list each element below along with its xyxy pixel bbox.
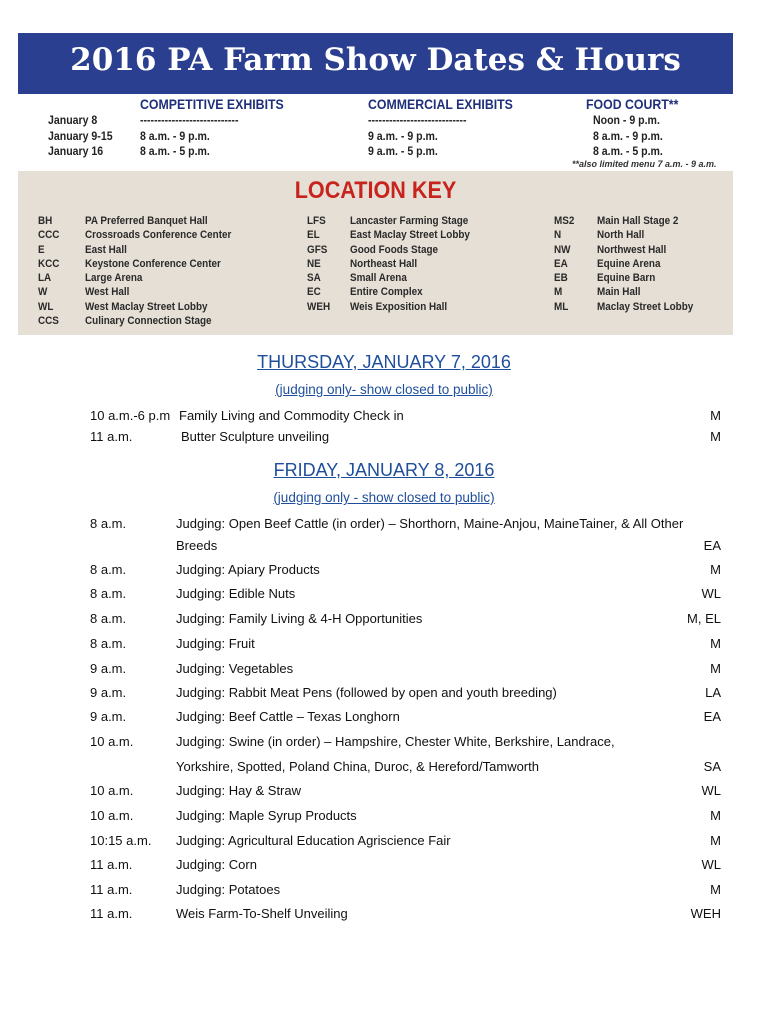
event-location: LA (705, 685, 721, 700)
event-description: Judging: Potatoes (176, 882, 281, 897)
event-location: M (710, 808, 721, 823)
location-key-row (307, 286, 547, 300)
location-name: Main Hall Stage 2 (597, 215, 679, 227)
location-name: PA Preferred Banquet Hall (85, 215, 208, 227)
location-name: Maclay Street Lobby (597, 300, 694, 313)
location-code: SA (307, 272, 321, 285)
location-code: WL (38, 300, 54, 313)
thursday-heading: THURSDAY, JANUARY 7, 2016 (257, 352, 511, 372)
location-name: Weis Exposition Hall (350, 300, 448, 313)
location-name: West Maclay Street Lobby (85, 300, 208, 313)
commercial-hours-1: 9 a.m. - 9 p.m. (368, 129, 438, 143)
location-key-row (554, 258, 729, 272)
thursday-subtitle: (judging only- show closed to public) (275, 382, 493, 397)
location-name: Northeast Hall (350, 257, 418, 270)
event-description: Judging: Edible Nuts (176, 586, 296, 601)
event-location: WEH (690, 906, 721, 921)
location-key-row (38, 258, 298, 272)
event-description: Judging: Corn (176, 857, 257, 872)
location-key-row (554, 229, 729, 243)
page-title: 2016 PA Farm Show Dates & Hours (70, 42, 681, 78)
location-name: Keystone Conference Center (85, 257, 221, 270)
event-time: 11 a.m. (90, 882, 133, 897)
event-location: M (710, 408, 721, 423)
event-description: Judging: Rabbit Meat Pens (followed by open and youth breeding) (176, 685, 557, 700)
location-name: Crossroads Conference Center (85, 229, 232, 242)
event-location: EA (703, 709, 721, 724)
event-time: 10 a.m.-6 p.m (90, 408, 171, 423)
location-key-title: LOCATION KEY (294, 177, 457, 204)
location-code: CCS (38, 315, 59, 328)
date-jan16: January 16 (48, 144, 104, 158)
location-name: Lancaster Farming Stage (350, 215, 469, 227)
event-time: 11 a.m. (90, 857, 133, 872)
food-hours-3: 8 a.m. - 5 p.m. (593, 144, 663, 158)
location-code: BH (38, 215, 53, 227)
event-description: Judging: Hay & Straw (176, 783, 302, 798)
event-description: Family Living and Commodity Check in (179, 408, 404, 423)
location-key-column-3 (554, 215, 729, 315)
event-location: M (710, 661, 721, 676)
location-name: Small Arena (350, 272, 407, 285)
hours-section (18, 94, 733, 170)
location-name: Equine Barn (597, 272, 656, 285)
event-time: 10 a.m. (90, 734, 134, 749)
location-key-row (554, 286, 729, 300)
location-key-row (307, 215, 547, 229)
event-time: 8 a.m. (90, 611, 127, 626)
date-jan8: January 8 (48, 113, 98, 127)
event-description: Judging: Beef Cattle – Texas Longhorn (176, 709, 400, 724)
location-code: E (38, 243, 45, 256)
event-location: SA (703, 759, 721, 774)
event-description-continued: Yorkshire, Spotted, Poland China, Duroc, & Hereford/Tamworth (176, 759, 539, 774)
competitive-dashes: ---------------------------- (140, 113, 239, 127)
event-time: 9 a.m. (90, 709, 127, 724)
location-code: EA (554, 257, 568, 270)
location-key-row (307, 244, 547, 258)
event-description: Judging: Vegetables (176, 661, 294, 676)
event-location: M (710, 636, 721, 651)
location-key-row (307, 258, 547, 272)
location-code: W (38, 286, 48, 299)
location-key-row (307, 272, 547, 286)
location-key-row (38, 301, 298, 315)
food-court-heading: FOOD COURT** (586, 96, 679, 112)
event-time: 8 a.m. (90, 586, 127, 601)
location-key-row (554, 215, 729, 229)
competitive-heading: COMPETITIVE EXHIBITS (140, 96, 284, 112)
location-name: Good Foods Stage (350, 243, 439, 256)
event-time: 10 a.m. (90, 808, 134, 823)
location-key-row (554, 301, 729, 315)
location-code: KCC (38, 257, 60, 270)
location-name: Northwest Hall (597, 243, 667, 256)
location-name: Culinary Connection Stage (85, 315, 212, 328)
event-time: 9 a.m. (90, 661, 127, 676)
location-key-row (307, 301, 547, 315)
location-code: CCC (38, 229, 60, 242)
location-code: GFS (307, 243, 328, 256)
location-code: M (554, 286, 563, 299)
location-key-column-2 (307, 215, 547, 315)
location-name: Main Hall (597, 286, 641, 299)
location-name: North Hall (597, 229, 645, 242)
location-key-row (307, 229, 547, 243)
event-location: M (710, 882, 721, 897)
event-description: Judging: Apiary Products (176, 562, 320, 577)
location-key-row (38, 272, 298, 286)
food-hours-1: Noon - 9 p.m. (593, 113, 660, 127)
event-description: Judging: Open Beef Cattle (in order) – Shorthorn, Maine-Anjou, MaineTainer, & All Other (176, 516, 684, 531)
event-location: WL (701, 783, 721, 798)
location-code: MS2 (554, 215, 575, 227)
location-name: Equine Arena (597, 257, 661, 270)
location-name: West Hall (85, 286, 130, 299)
location-key-row (38, 229, 298, 243)
event-description: Judging: Swine (in order) – Hampshire, Chester White, Berkshire, Landrace, (176, 734, 615, 749)
event-time: 8 a.m. (90, 516, 127, 531)
header-banner (18, 33, 733, 94)
event-location: EA (703, 538, 721, 553)
event-time: 11 a.m. (90, 429, 133, 444)
event-location: M (710, 429, 721, 444)
food-court-note: **also limited menu 7 a.m. - 9 a.m. (572, 159, 717, 169)
event-description-continued: Breeds (176, 538, 218, 553)
location-key-row (38, 244, 298, 258)
food-hours-2: 8 a.m. - 9 p.m. (593, 129, 663, 143)
friday-subtitle: (judging only - show closed to public) (273, 490, 495, 505)
commercial-heading: COMMERCIAL EXHIBITS (368, 96, 513, 112)
location-key-row (554, 244, 729, 258)
friday-heading: FRIDAY, JANUARY 8, 2016 (273, 460, 495, 480)
location-key-row (554, 272, 729, 286)
location-name: Large Arena (85, 272, 143, 285)
event-location: WL (701, 586, 721, 601)
location-code: EB (554, 272, 568, 285)
event-location: M (710, 833, 721, 848)
commercial-hours-2: 9 a.m. - 5 p.m. (368, 144, 438, 158)
event-time: 11 a.m. (90, 906, 133, 921)
location-key-row (38, 315, 298, 329)
event-description: Butter Sculpture unveiling (181, 429, 330, 444)
event-description: Judging: Maple Syrup Products (176, 808, 357, 823)
commercial-dashes: ---------------------------- (368, 113, 467, 127)
location-code: N (554, 229, 562, 242)
location-name: East Hall (85, 243, 127, 256)
date-jan9-15: January 9-15 (48, 129, 113, 143)
location-name: East Maclay Street Lobby (350, 229, 470, 242)
event-location: M, EL (687, 611, 721, 626)
location-name: Entire Complex (350, 286, 423, 299)
location-code: NE (307, 257, 321, 270)
competitive-hours-2: 8 a.m. - 5 p.m. (140, 144, 210, 158)
location-key-row (38, 286, 298, 300)
location-code: EL (307, 229, 320, 242)
location-code: LFS (307, 215, 326, 227)
event-time: 8 a.m. (90, 562, 127, 577)
location-key (18, 171, 733, 335)
event-time: 10:15 a.m. (90, 833, 152, 848)
location-code: EC (307, 286, 321, 299)
location-code: ML (554, 300, 569, 313)
event-description: Judging: Fruit (176, 636, 255, 651)
event-description: Judging: Family Living & 4-H Opportunities (176, 611, 423, 626)
event-description: Weis Farm-To-Shelf Unveiling (176, 906, 348, 921)
event-time: 8 a.m. (90, 636, 127, 651)
location-key-row (38, 215, 298, 229)
location-code: LA (38, 272, 52, 285)
location-key-column-1 (38, 215, 298, 329)
event-time: 9 a.m. (90, 685, 127, 700)
location-code: NW (554, 243, 571, 256)
event-description: Judging: Agricultural Education Agriscience Fair (176, 833, 451, 848)
event-location: M (710, 562, 721, 577)
competitive-hours-1: 8 a.m. - 9 p.m. (140, 129, 210, 143)
event-time: 10 a.m. (90, 783, 134, 798)
location-code: WEH (307, 300, 331, 313)
event-location: WL (701, 857, 721, 872)
